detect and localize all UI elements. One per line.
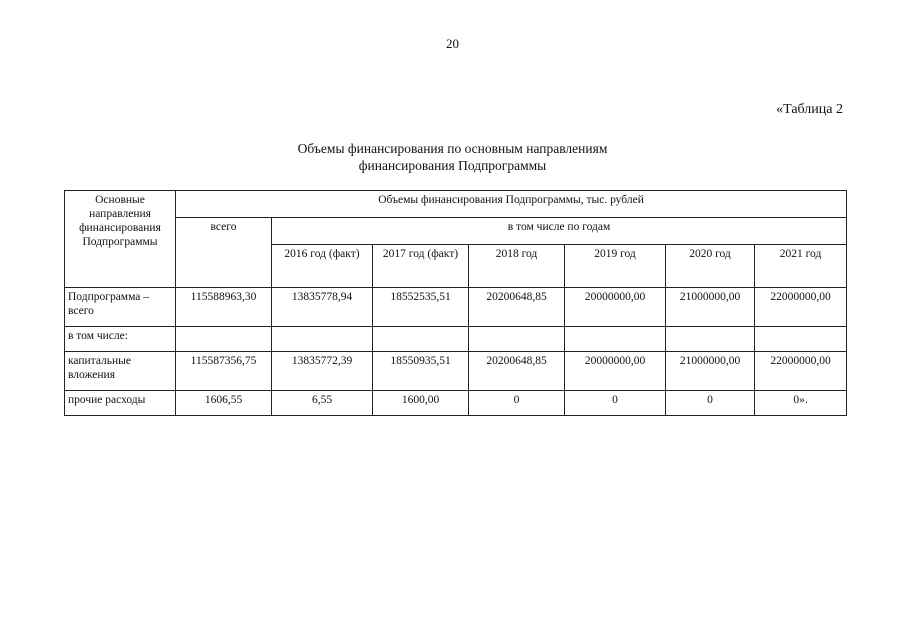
table-row [65, 352, 847, 391]
cell-value: 22000000,00 [755, 352, 847, 391]
col-header-volumes: Объемы финансирования Подпрограммы, тыс. рублей [176, 191, 847, 218]
year-header-2019: 2019 год [565, 245, 666, 288]
empty-cell [666, 327, 755, 352]
col-header-directions: Основные направления финансирования Подпрограммы [65, 191, 176, 288]
cell-value: 13835778,94 [272, 288, 373, 327]
cell-value: 22000000,00 [755, 288, 847, 327]
cell-value: 20000000,00 [565, 288, 666, 327]
row-label: в том числе: [65, 327, 176, 352]
header-row-2 [65, 218, 847, 245]
empty-cell [176, 327, 272, 352]
table-row [65, 288, 847, 327]
cell-value: 13835772,39 [272, 352, 373, 391]
cell-value: 0 [469, 391, 565, 416]
cell-value: 18550935,51 [373, 352, 469, 391]
document-title [0, 140, 905, 174]
cell-value: 115588963,30 [176, 288, 272, 327]
cell-value: 1600,00 [373, 391, 469, 416]
title-line-1: Объемы финансирования по основным направлениям [297, 141, 608, 156]
cell-value: 18552535,51 [373, 288, 469, 327]
cell-value: 1606,55 [176, 391, 272, 416]
year-header-2021: 2021 год [755, 245, 847, 288]
row-label: капитальные вложения [65, 352, 176, 391]
col-header-total: всего [176, 218, 272, 288]
cell-value: 115587356,75 [176, 352, 272, 391]
cell-value: 0». [755, 391, 847, 416]
table-row [65, 391, 847, 416]
cell-value: 6,55 [272, 391, 373, 416]
cell-value: 21000000,00 [666, 288, 755, 327]
col-header-by-years: в том числе по годам [272, 218, 847, 245]
cell-value: 20200648,85 [469, 352, 565, 391]
table-label: «Таблица 2 [776, 102, 843, 117]
empty-cell [469, 327, 565, 352]
cell-value: 20200648,85 [469, 288, 565, 327]
year-header-2016: 2016 год (факт) [272, 245, 373, 288]
year-header-2017: 2017 год (факт) [373, 245, 469, 288]
cell-value: 0 [565, 391, 666, 416]
header-row-1 [65, 191, 847, 218]
empty-cell [755, 327, 847, 352]
cell-value: 20000000,00 [565, 352, 666, 391]
title-line-2: финансирования Подпрограммы [358, 158, 547, 173]
page-number: 20 [446, 36, 459, 51]
year-header-2020: 2020 год [666, 245, 755, 288]
cell-value: 21000000,00 [666, 352, 755, 391]
year-header-2018: 2018 год [469, 245, 565, 288]
cell-value: 0 [666, 391, 755, 416]
financing-table [64, 190, 847, 416]
empty-cell [373, 327, 469, 352]
row-label: прочие расходы [65, 391, 176, 416]
table-row [65, 327, 847, 352]
row-label: Подпрограмма – всего [65, 288, 176, 327]
empty-cell [272, 327, 373, 352]
empty-cell [565, 327, 666, 352]
